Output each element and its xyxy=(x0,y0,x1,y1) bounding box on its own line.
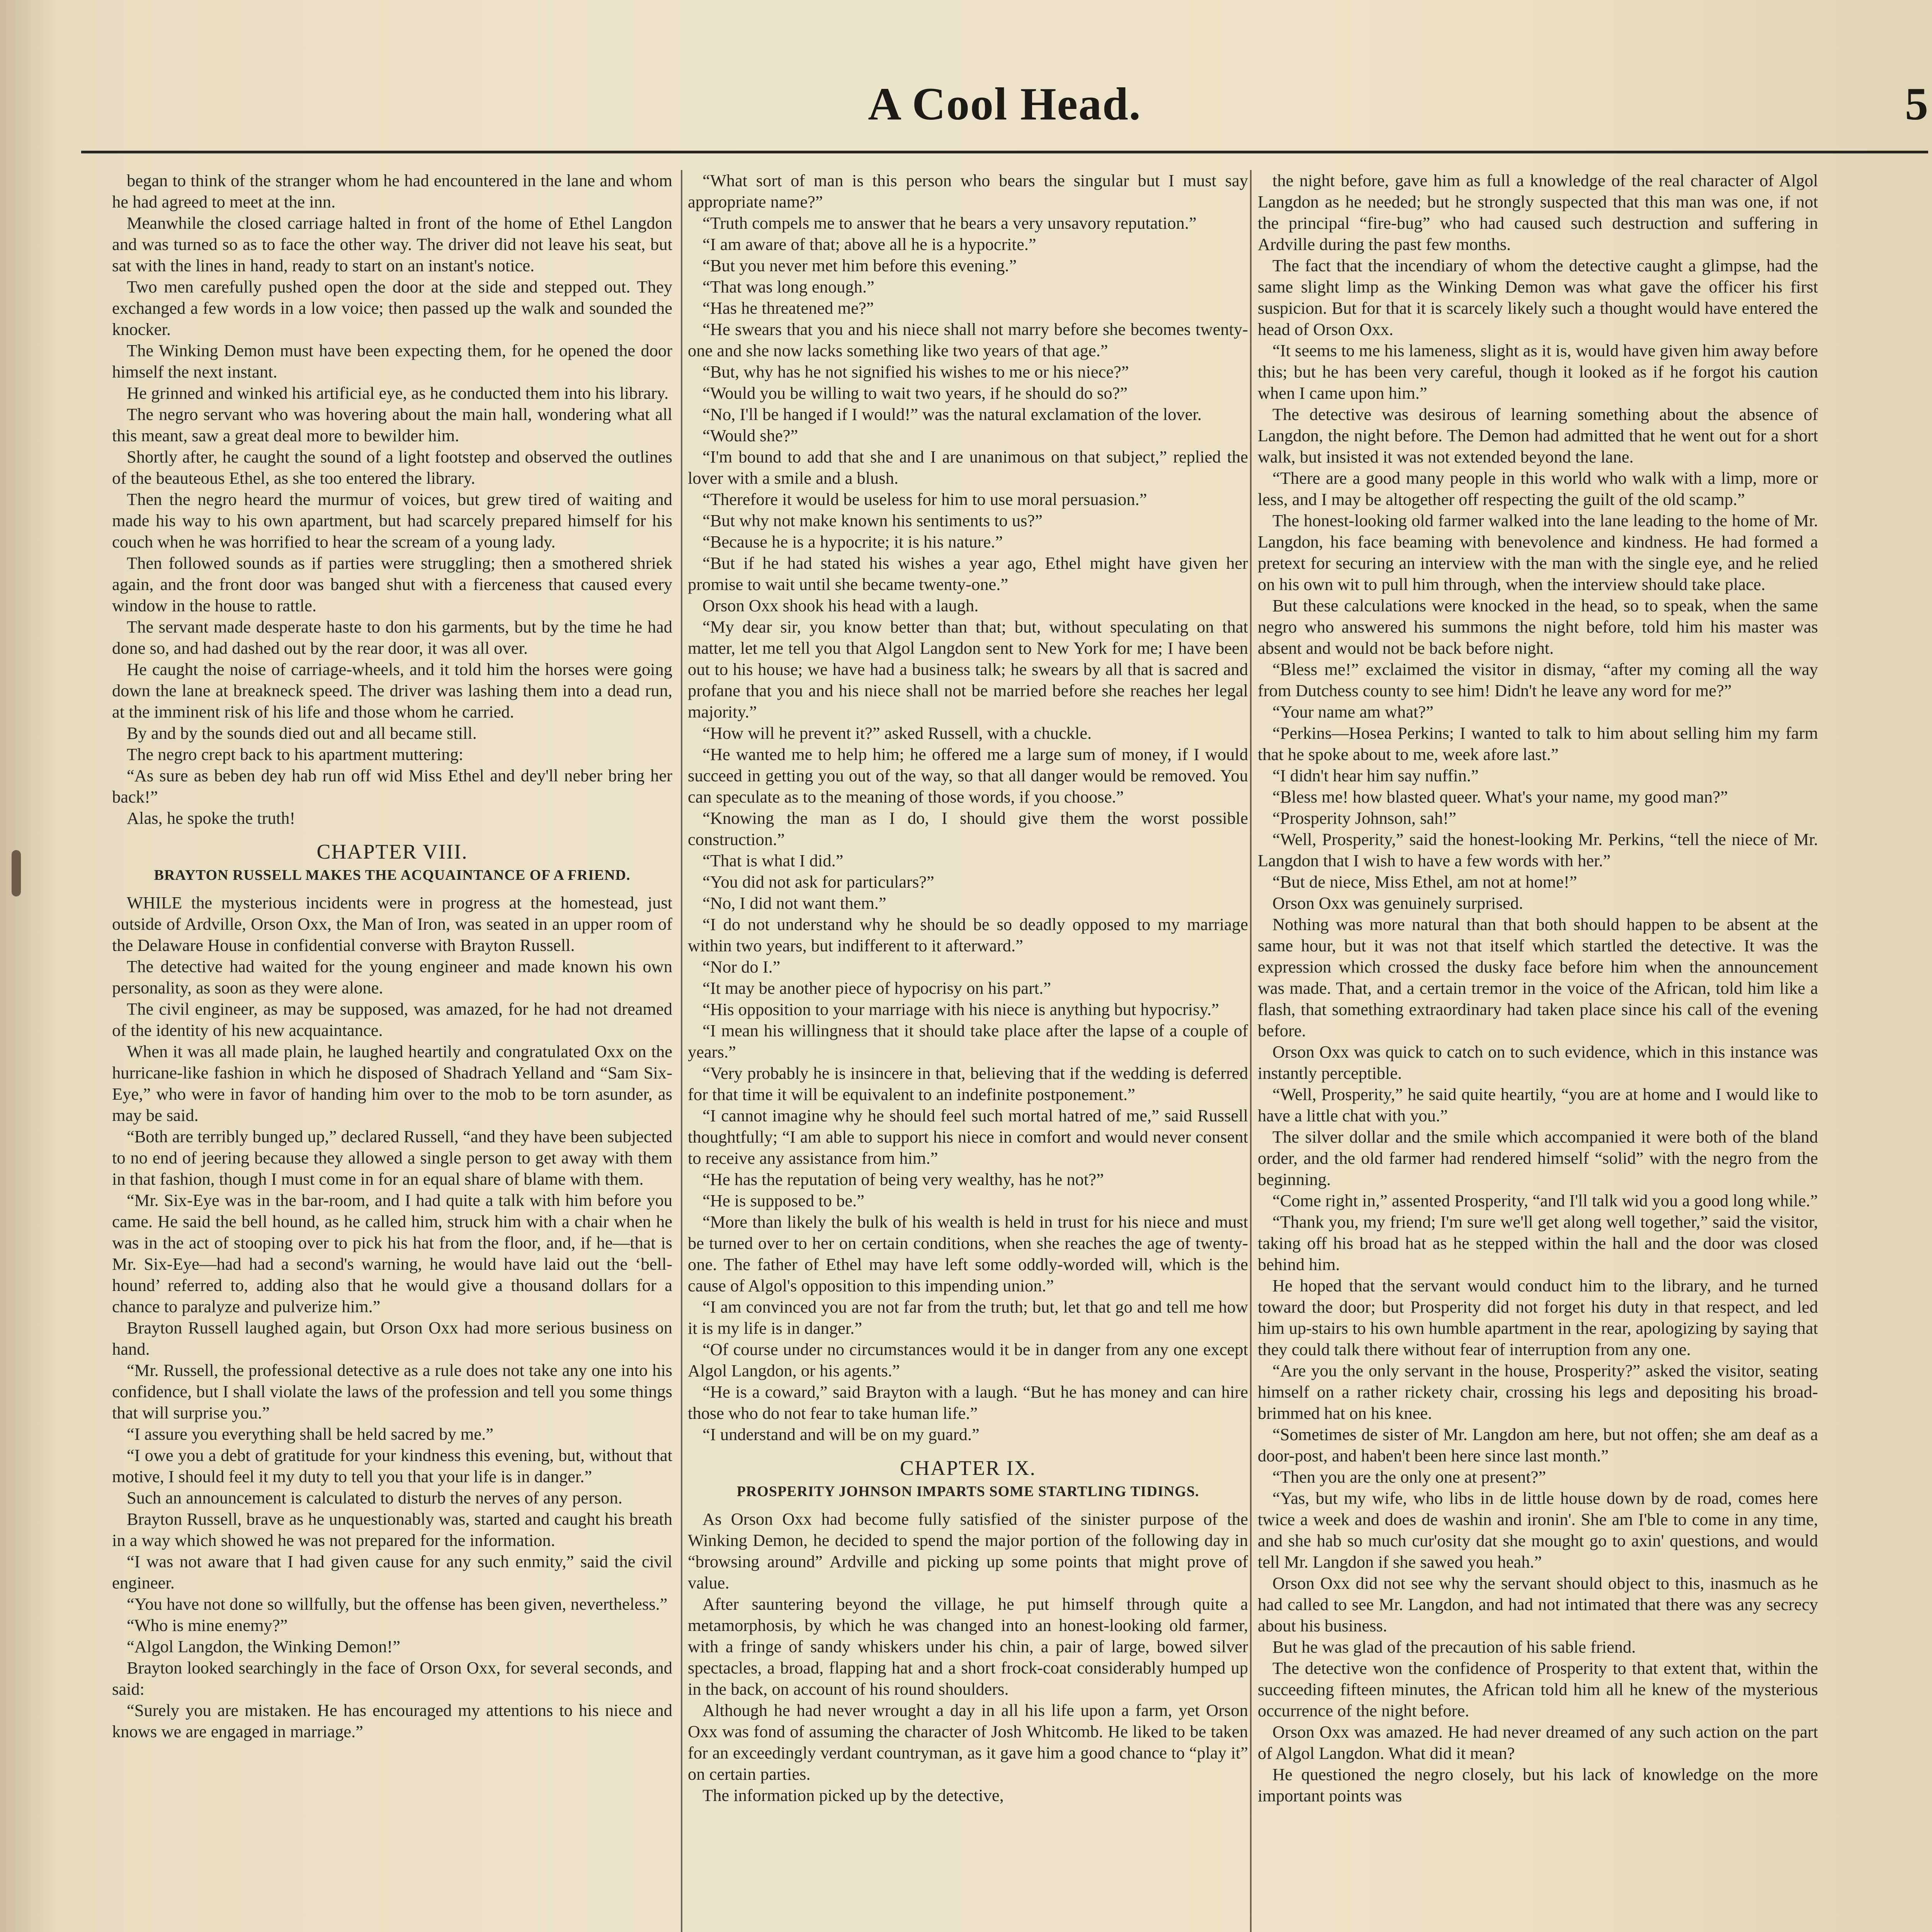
paragraph: “Well, Prosperity,” said the honest-looking Mr. Perkins, “tell the niece of Mr. Langdon that I wish to have a few words with her.” xyxy=(1258,830,1818,870)
paragraph: Then the negro heard the murmur of voices, but grew tired of waiting and made his way to his own apartment, but had scarcely prepared himself for his couch when he was horrified to hear the scream of a young lady. xyxy=(112,490,672,551)
column-rule xyxy=(1250,170,1252,1932)
paragraph: But these calculations were knocked in the head, so to speak, when the same negro who answered his summons the night before, told him his master was absent and would not be back before night. xyxy=(1258,596,1818,658)
paragraph: “I'm bound to add that she and I are unanimous on that subject,” replied the lover with a smile and a blush. xyxy=(688,447,1248,488)
paragraph: “You have not done so willfully, but the offense has been given, nevertheless.” xyxy=(127,1594,668,1614)
paragraph: “He is supposed to be.” xyxy=(702,1191,864,1210)
paragraph: “But, why has he not signified his wishes to me or his niece?” xyxy=(702,362,1129,381)
col1-body xyxy=(112,170,672,829)
paragraph: “Of course under no circumstances would it be in danger from any one except Algol Langdon, or his agents.” xyxy=(688,1340,1248,1380)
paragraph: “Yas, but my wife, who libs in de little house down by de road, comes here twice a week and does de washin and ironin'. She am I'ble to come in any time, and she hab so much cur'osity dat she mought go to axin' questions, and would tell Mr. Langdon if she sawed you heah.” xyxy=(1258,1488,1818,1571)
paragraph: “I was not aware that I had given cause for any such enmity,” said the civil engineer. xyxy=(112,1552,672,1592)
paragraph: The silver dollar and the smile which accompanied it were both of the bland order, and the old farmer had rendered himself “solid” with the negro from the beginning. xyxy=(1258,1127,1818,1189)
col2-body xyxy=(688,170,1248,1445)
paragraph: Two men carefully pushed open the door at the side and stepped out. They exchanged a few words in a low voice; then passed up the walk and sounded the knocker. xyxy=(112,277,672,339)
paragraph: “Perkins—Hosea Perkins; I wanted to talk to him about selling him my farm that he spoke about to me, week afore last.” xyxy=(1258,723,1818,764)
paragraph: The honest-looking old farmer walked into the lane leading to the home of Mr. Langdon, his face beaming with benevolence and kindness. He had formed a pretext for securing an interview with the man with the single eye, and he relied on his own wit to pull him through, when the interview should take place. xyxy=(1258,511,1818,594)
paragraph: After sauntering beyond the village, he put himself through quite a metamorphosis, by which he was changed into an honest-looking old farmer, with a fringe of sandy whiskers under his chin, a pair of large, bowed silver spectacles, a broad, flapping hat and a short frock-coat considerably humped up in the back, on account of his round shoulders. xyxy=(688,1594,1248,1699)
paragraph: “I owe you a debt of gratitude for your kindness this evening, but, without that motive, I should feel it my duty to tell you that your life is in danger.” xyxy=(112,1446,672,1486)
column-1 xyxy=(112,170,672,1932)
paragraph: “As sure as beben dey hab run off wid Miss Ethel and dey'll neber bring her back!” xyxy=(112,766,672,806)
paragraph: “Because he is a hypocrite; it is his nature.” xyxy=(702,532,1003,551)
column-2 xyxy=(688,170,1248,1932)
paragraph: “That was long enough.” xyxy=(702,277,874,296)
chapter-subtitle: BRAYTON RUSSELL MAKES THE ACQUAINTANCE OF A FRIEND. xyxy=(154,867,631,883)
paragraph: WHILE the mysterious incidents were in progress at the homestead, just outside of Ardville, Orson Oxx, the Man of Iron, was seated in an upper room of the Delaware House in confidential converse with Brayton Russell. xyxy=(112,893,672,955)
paragraph: The detective had waited for the young engineer and made known his own personality, as soon as they were alone. xyxy=(112,957,672,997)
paragraph: Nothing was more natural than that both should happen to be absent at the same hour, but it was not that itself which startled the detective. It was the expression which crossed the dusky face before him when the announcement was made. That, and a certain tremor in the voice of the African, told him like a flash, that something extraordinary had taken place since his call of the evening before. xyxy=(1258,915,1818,1040)
paragraph: “I mean his willingness that it should take place after the lapse of a couple of years.” xyxy=(688,1021,1248,1061)
chapter-title: CHAPTER VIII. xyxy=(316,840,468,863)
paragraph: “Truth compels me to answer that he bears a very unsavory reputation.” xyxy=(702,213,1197,233)
paragraph: “Who is mine enemy?” xyxy=(127,1616,288,1635)
col1-body-2 xyxy=(112,892,672,1742)
paragraph: “His opposition to your marriage with his niece is anything but hypocrisy.” xyxy=(702,1000,1219,1019)
page-title: A Cool Head. xyxy=(868,78,1141,129)
paragraph: Although he had never wrought a day in all his life upon a farm, yet Orson Oxx was fond of assuming the character of Josh Whitcomb. He liked to be taken for an exceedingly verdant countryman, as it gave him a good chance to “play it” on certain parties. xyxy=(688,1701,1248,1784)
paragraph: But he was glad of the precaution of his sable friend. xyxy=(1272,1637,1636,1656)
paragraph: He hoped that the servant would conduct him to the library, and he turned toward the door; but Prosperity did not forget his duty in that respect, and led him up-stairs to his own humble apartment in the rear, apologizing by saying that they could talk there without fear of interruption from any one. xyxy=(1258,1276,1818,1359)
paragraph: “Well, Prosperity,” he said quite heartily, “you are at home and I would like to have a little chat with you.” xyxy=(1258,1085,1818,1125)
paragraph: “Nor do I.” xyxy=(702,957,781,976)
paragraph: The Winking Demon must have been expecting them, for he opened the door himself the next instant. xyxy=(112,341,672,381)
paragraph: Orson Oxx was genuinely surprised. xyxy=(1272,893,1523,913)
col3-body xyxy=(1258,170,1818,1806)
paragraph: “My dear sir, you know better than that; but, without speculating on that matter, let me tell you that Algol Langdon sent to New York for me; I have been out to his house; we have had a business talk; he swears by all that is sacred and profane that you and his niece shall not be married before she reaches her legal majority.” xyxy=(688,617,1248,721)
paragraph: “But why not make known his sentiments to us?” xyxy=(702,511,1043,530)
paragraph: Orson Oxx was quick to catch on to such evidence, which in this instance was instantly perceptible. xyxy=(1258,1042,1818,1083)
paragraph: The information picked up by the detective, xyxy=(702,1786,1004,1805)
paragraph: Orson Oxx was amazed. He had never dreamed of any such action on the part of Algol Langdon. What did it mean? xyxy=(1258,1722,1818,1763)
paragraph: When it was all made plain, he laughed heartily and congratulated Oxx on the hurricane-like fashion in which he disposed of Shadrach Yelland and “Sam Six-Eye,” who were in favor of handing him over to the mob to be torn asunder, as may be said. xyxy=(112,1042,672,1125)
paragraph: “I am convinced you are not far from the truth; but, let that go and tell me how it is my life is in danger.” xyxy=(688,1297,1248,1338)
paragraph: “He has the reputation of being very wealthy, has he not?” xyxy=(702,1170,1104,1189)
paragraph: “No, I'll be hanged if I would!” was the natural exclamation of the lover. xyxy=(702,405,1202,424)
paragraph: The fact that the incendiary of whom the detective caught a glimpse, had the same slight limp as the Winking Demon was what gave the officer his first suspicion. But for that it is scarcely likely such a thought would have entered the head of Orson Oxx. xyxy=(1258,256,1818,339)
paragraph: “Therefore it would be useless for him to use moral persuasion.” xyxy=(702,490,1147,509)
paragraph: “Bless me! how blasted queer. What's your name, my good man?” xyxy=(1272,787,1728,806)
paragraph: “Bless me!” exclaimed the visitor in dismay, “after my coming all the way from Dutchess county to see him! Didn't he leave any word for me?” xyxy=(1258,660,1818,700)
paragraph: “I assure you everything shall be held sacred by me.” xyxy=(127,1424,493,1444)
paragraph: The negro crept back to his apartment muttering: xyxy=(127,745,464,764)
paragraph: “How will he prevent it?” asked Russell, with a chuckle. xyxy=(702,723,1092,743)
paragraph: “Mr. Russell, the professional detective as a rule does not take any one into his confidence, but I shall violate the laws of the profession and tell you some things that will surprise you.” xyxy=(112,1361,672,1422)
paragraph: “Are you the only servant in the house, Prosperity?” asked the visitor, seating himself on a rather rickety chair, crossing his legs and depositing his broad-brimmed hat on his knee. xyxy=(1258,1361,1818,1423)
paragraph: “Algol Langdon, the Winking Demon!” xyxy=(127,1637,401,1656)
paragraph: began to think of the stranger whom he had encountered in the lane and whom he had agreed to meet at the inn. xyxy=(112,171,672,211)
col2-body-2 xyxy=(688,1509,1248,1806)
paragraph: “No, I did not want them.” xyxy=(702,893,886,913)
paragraph: “Come right in,” assented Prosperity, “and I'll talk wid you a good long while.” xyxy=(1272,1191,1818,1210)
paragraph: “I do not understand why he should be so deadly opposed to my marriage within two years, but indifferent to it afterward.” xyxy=(688,915,1248,955)
paragraph: Meanwhile the closed carriage halted in front of the home of Ethel Langdon and was turned so as to face the other way. The driver did not leave his seat, but sat with the lines in hand, ready to start on an instant's notice. xyxy=(112,213,672,275)
column-3 xyxy=(1258,170,1818,1932)
paragraph: “He swears that you and his niece shall not marry before she becomes twenty-one and she now lacks something like two years of that age.” xyxy=(688,320,1248,360)
paragraph: “Sometimes de sister of Mr. Langdon am here, but not offen; she am deaf as a door-post, and haben't been here since last month.” xyxy=(1258,1425,1818,1465)
page-header xyxy=(81,62,1928,153)
paragraph: By and by the sounds died out and all became still. xyxy=(127,723,477,743)
paragraph: Then followed sounds as if parties were struggling; then a smothered shriek again, and the front door was banged shut with a fierceness that caused every window in the house to rattle. xyxy=(112,553,672,615)
paragraph: “More than likely the bulk of his wealth is held in trust for his niece and must be turned over to her on certain conditions, when she reaches the age of twenty-one. The father of Ethel may have left some oddly-worded will, which is the cause of Algol's opposition to this impending union.” xyxy=(688,1212,1248,1295)
paragraph: “It may be another piece of hypocrisy on his part.” xyxy=(702,978,1051,998)
paragraph: Shortly after, he caught the sound of a light footstep and observed the outlines of the beauteous Ethel, as she too entered the library. xyxy=(112,447,672,488)
paragraph: The detective won the confidence of Prosperity to that extent that, within the succeeding fifteen minutes, the African told him all he knew of the mysterious occurrence of the night before. xyxy=(1258,1658,1818,1720)
paragraph: “Has he threatened me?” xyxy=(702,298,874,318)
paragraph: “He wanted me to help him; he offered me a large sum of money, if I would succeed in getting you out of the way, so that all danger would be removed. You can speculate as to the meaning of those words, if you choose.” xyxy=(688,745,1248,806)
paragraph: The negro servant who was hovering about the main hall, wondering what all this meant, saw a great deal more to bewilder him. xyxy=(112,405,672,445)
paragraph: “What sort of man is this person who bears the singular but I must say appropriate name?” xyxy=(688,171,1248,211)
paragraph: “Very probably he is insincere in that, believing that if the wedding is deferred for that time it will be equivalent to an indefinite postponement.” xyxy=(688,1063,1248,1104)
paragraph: “But you never met him before this evening.” xyxy=(702,256,1017,275)
paragraph: The servant made desperate haste to don his garments, but by the time he had done so, and had dashed out by the rear door, it was all over. xyxy=(112,617,672,658)
paragraph: “Would she?” xyxy=(702,426,798,445)
paragraph: “Would you be willing to wait two years, if he should do so?” xyxy=(702,383,1128,403)
paragraph: Orson Oxx shook his head with a laugh. xyxy=(702,596,979,615)
paragraph: “That is what I did.” xyxy=(702,851,844,870)
paragraph: “It seems to me his lameness, slight as it is, would have given him away before this; but he has been very careful, though it looked as if he forgot his caution when I came upon him.” xyxy=(1258,341,1818,403)
paragraph: Such an announcement is calculated to disturb the nerves of any person. xyxy=(127,1488,622,1507)
paragraph: He caught the noise of carriage-wheels, and it told him the horses were going down the lane at breakneck speed. The driver was lashing them into a dead run, at the imminent risk of his life and those whom he carried. xyxy=(112,660,672,721)
binding-hole xyxy=(12,850,21,896)
paragraph: As Orson Oxx had become fully satisfied of the sinister purpose of the Winking Demon, he decided to spend the major portion of the following day in “browsing around” Ardville and picking up some points that might prove of value. xyxy=(688,1509,1248,1592)
paragraph: The civil engineer, as may be supposed, was amazed, for he had not dreamed of the identity of his new acquaintance. xyxy=(112,999,672,1040)
paragraph: “Both are terribly bunged up,” declared Russell, “and they have been subjected to no end of jeering because they allowed a single person to get away with them in that fashion, though I must come in for an equal share of blame with them. xyxy=(112,1127,672,1189)
paragraph: “I didn't hear him say nuffin.” xyxy=(1272,766,1479,785)
chapter-subtitle: PROSPERITY JOHNSON IMPARTS SOME STARTLING TIDINGS. xyxy=(736,1483,1199,1500)
paragraph: He questioned the negro closely, but his lack of knowledge on the more important points was xyxy=(1258,1765,1818,1805)
paragraph: “Thank you, my friend; I'm sure we'll get along well together,” said the visitor, taking off his broad hat as he stepped within the hall and the door was closed behind him. xyxy=(1258,1212,1818,1274)
paragraph: “But de niece, Miss Ethel, am not at home!” xyxy=(1272,872,1577,891)
paragraph: the night before, gave him as full a knowledge of the real character of Algol Langdon as he needed; but he strongly suspected that this man was one, if not the principal “fire-bug” who had caused such destruction and suffering in Ardville during the past few months. xyxy=(1258,171,1818,254)
chapter-title: CHAPTER IX. xyxy=(900,1456,1036,1480)
column-rule xyxy=(681,170,682,1932)
paragraph: Brayton Russell, brave as he unquestionably was, started and caught his breath in a way which showed he was not prepared for the information. xyxy=(112,1509,672,1550)
paragraph: “I am aware of that; above all he is a hypocrite.” xyxy=(702,235,1036,254)
paragraph: The detective was desirous of learning something about the absence of Langdon, the night before. The Demon had admitted that he went out for a short walk, but insisted it was not extended beyond the lane. xyxy=(1258,405,1818,466)
paragraph: He grinned and winked his artificial eye, as he conducted them into his library. xyxy=(127,383,669,403)
paragraph: Brayton looked searchingly in the face of Orson Oxx, for several seconds, and said: xyxy=(112,1658,672,1699)
paragraph: “Prosperity Johnson, sah!” xyxy=(1272,808,1456,828)
paragraph: “Your name am what?” xyxy=(1272,702,1434,721)
paragraph: “You did not ask for particulars?” xyxy=(702,872,934,891)
paragraph: Orson Oxx did not see why the servant should object to this, inasmuch as he had called to see Mr. Langdon, and had not intimated that there was any secrecy about his business. xyxy=(1258,1573,1818,1635)
paragraph: Brayton Russell laughed again, but Orson Oxx had more serious business on hand. xyxy=(112,1318,672,1359)
page-number: 5 xyxy=(1905,78,1928,129)
paragraph: “He is a coward,” said Brayton with a laugh. “But he has money and can hire those who do not fear to take human life.” xyxy=(688,1382,1248,1423)
paragraph: “Surely you are mistaken. He has encouraged my attentions to his niece and knows we are engaged in marriage.” xyxy=(112,1701,672,1741)
paragraph: “Mr. Six-Eye was in the bar-room, and I had quite a talk with him before you came. He said the bell hound, as he called him, struck him with a chair when he was in the act of stooping over to pick his hat from the floor, and, if he—that is Mr. Six-Eye—had had a second's warning, he would have laid out the ‘bell-hound’ referred to, adding also that he would give a thousand dollars for a chance to paralyze and pulverize him.” xyxy=(112,1190,672,1316)
paragraph: “Knowing the man as I do, I should give them the worst possible construction.” xyxy=(688,808,1248,849)
paragraph: Alas, he spoke the truth! xyxy=(127,808,296,828)
paragraph: “There are a good many people in this world who walk with a limp, more or less, and I may be altogether off respecting the guilt of the old scamp.” xyxy=(1258,468,1818,509)
paragraph: “But if he had stated his wishes a year ago, Ethel might have given her promise to wait until she became twenty-one.” xyxy=(688,553,1248,594)
paragraph: “Then you are the only one at present?” xyxy=(1272,1467,1546,1486)
paragraph: “I understand and will be on my guard.” xyxy=(702,1425,980,1444)
paragraph: “I cannot imagine why he should feel such mortal hatred of me,” said Russell thoughtfully; “I am able to support his niece in comfort and would never consent to receive any assistance from him.” xyxy=(688,1106,1248,1168)
